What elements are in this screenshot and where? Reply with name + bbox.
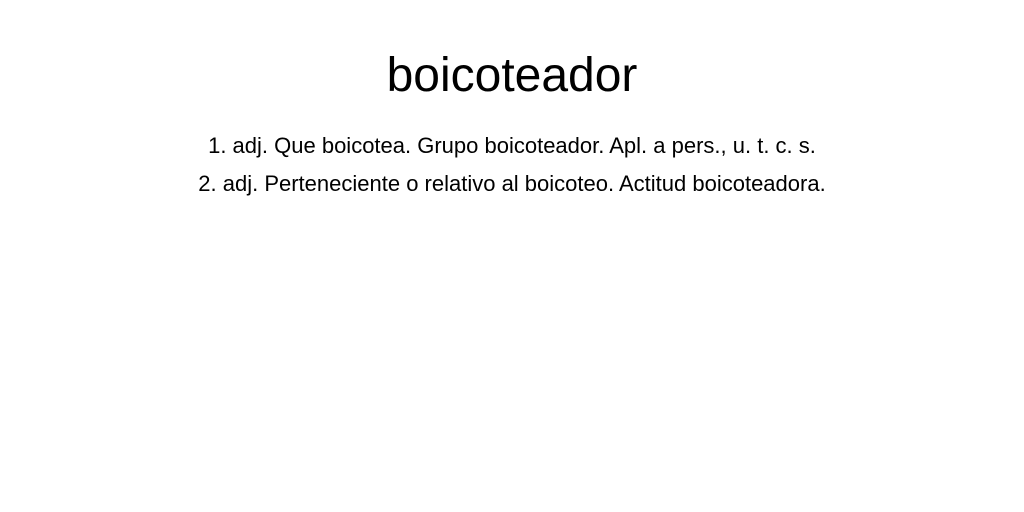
sense-list xyxy=(0,127,1024,203)
sense-1: 1. adj. Que boicotea. Grupo boicoteador. Apl. a pers., u. t. c. s. xyxy=(208,133,816,158)
entry-headword: boicoteador xyxy=(386,49,638,102)
sense-2: 2. adj. Perteneciente o relativo al boicoteo. Actitud boicoteadora. xyxy=(198,171,826,196)
